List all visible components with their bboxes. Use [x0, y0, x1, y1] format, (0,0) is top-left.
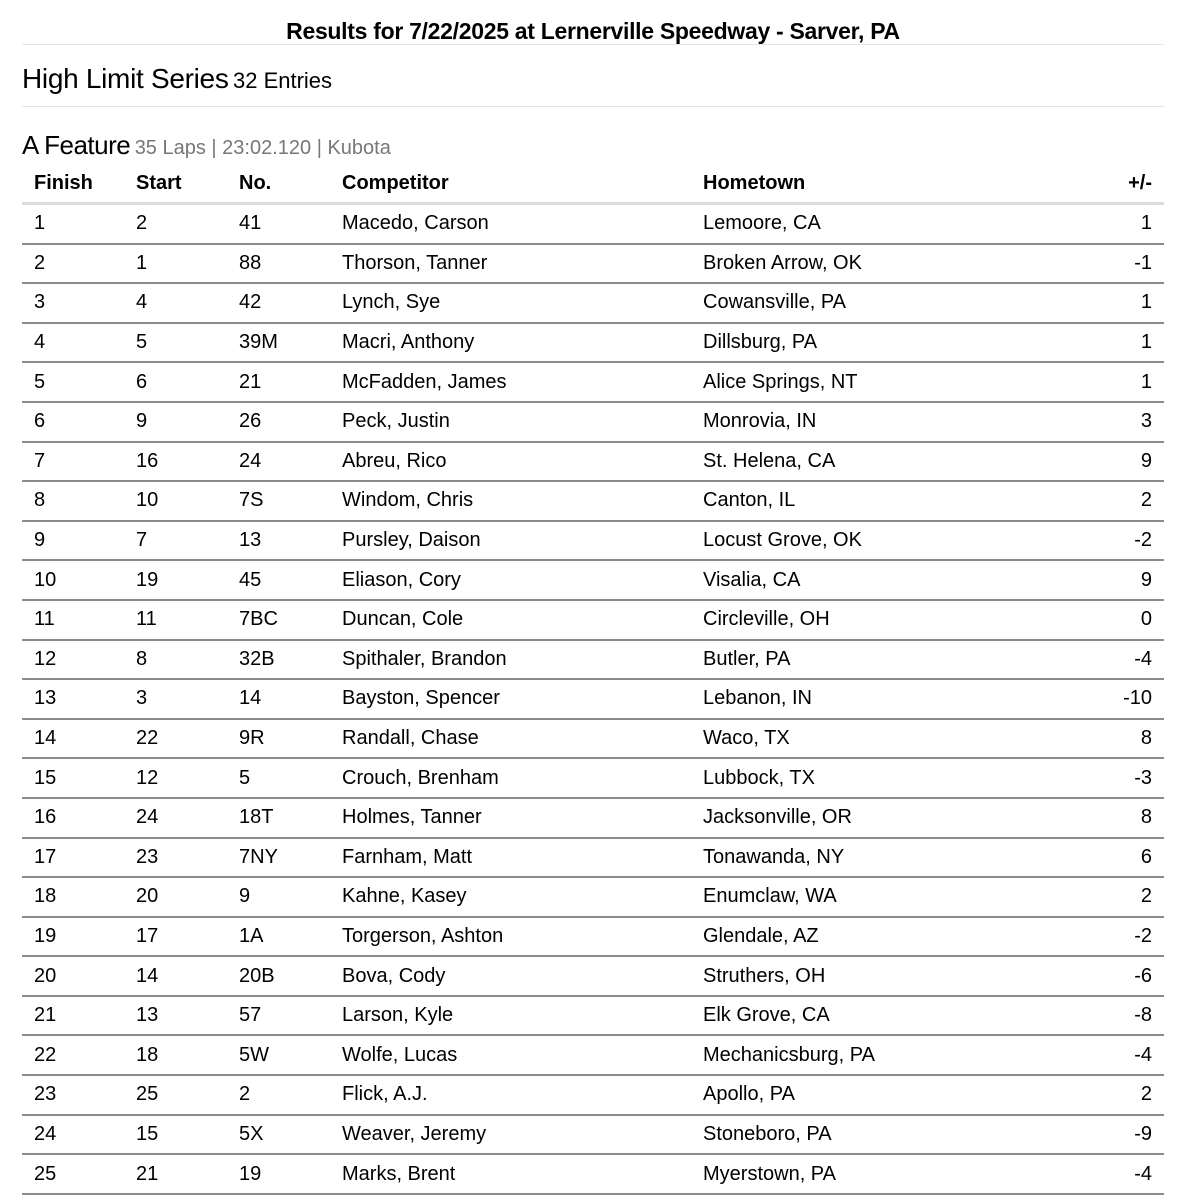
- feature-heading: [22, 127, 391, 168]
- position-change-cell: -9: [1073, 1115, 1164, 1155]
- finish-cell: 4: [22, 323, 124, 363]
- hometown-cell: Circleville, OH: [691, 600, 1073, 640]
- car-number-cell: 19: [227, 1154, 330, 1194]
- results-table: [22, 164, 1164, 1195]
- position-change-cell: 1: [1073, 323, 1164, 363]
- feature-name: A Feature: [22, 130, 131, 160]
- car-number-cell: 1A: [227, 917, 330, 957]
- series-entries: 32 Entries: [232, 68, 333, 93]
- position-change-cell: -4: [1073, 640, 1164, 680]
- table-row: [22, 442, 1164, 482]
- car-number-cell: 5W: [227, 1035, 330, 1075]
- competitor-cell: Eliason, Cory: [330, 560, 691, 600]
- position-change-cell: 1: [1073, 362, 1164, 402]
- start-cell: 24: [124, 798, 227, 838]
- column-header-competitor: Competitor: [330, 164, 691, 204]
- table-row: [22, 1115, 1164, 1155]
- table-row: [22, 283, 1164, 323]
- start-cell: 14: [124, 956, 227, 996]
- competitor-cell: Randall, Chase: [330, 719, 691, 759]
- car-number-cell: 7NY: [227, 838, 330, 878]
- finish-cell: 15: [22, 758, 124, 798]
- start-cell: 15: [124, 1115, 227, 1155]
- position-change-cell: -3: [1073, 758, 1164, 798]
- position-change-cell: 9: [1073, 560, 1164, 600]
- car-number-cell: 14: [227, 679, 330, 719]
- car-number-cell: 26: [227, 402, 330, 442]
- position-change-cell: 8: [1073, 719, 1164, 759]
- competitor-cell: Holmes, Tanner: [330, 798, 691, 838]
- title-divider: [22, 44, 1164, 45]
- car-number-cell: 5: [227, 758, 330, 798]
- finish-cell: 12: [22, 640, 124, 680]
- competitor-cell: Abreu, Rico: [330, 442, 691, 482]
- car-number-cell: 2: [227, 1075, 330, 1115]
- hometown-cell: Lemoore, CA: [691, 204, 1073, 244]
- start-cell: 11: [124, 600, 227, 640]
- competitor-cell: Windom, Chris: [330, 481, 691, 521]
- column-header-number: No.: [227, 164, 330, 204]
- table-row: [22, 679, 1164, 719]
- car-number-cell: 7S: [227, 481, 330, 521]
- finish-cell: 1: [22, 204, 124, 244]
- position-change-cell: 2: [1073, 481, 1164, 521]
- finish-cell: 20: [22, 956, 124, 996]
- finish-cell: 9: [22, 521, 124, 561]
- car-number-cell: 32B: [227, 640, 330, 680]
- finish-cell: 25: [22, 1154, 124, 1194]
- car-number-cell: 20B: [227, 956, 330, 996]
- table-row: [22, 758, 1164, 798]
- position-change-cell: -4: [1073, 1154, 1164, 1194]
- start-cell: 17: [124, 917, 227, 957]
- position-change-cell: 8: [1073, 798, 1164, 838]
- start-cell: 21: [124, 1154, 227, 1194]
- competitor-cell: Macri, Anthony: [330, 323, 691, 363]
- table-row: [22, 204, 1164, 244]
- start-cell: 19: [124, 560, 227, 600]
- car-number-cell: 88: [227, 244, 330, 284]
- finish-cell: 18: [22, 877, 124, 917]
- finish-cell: 13: [22, 679, 124, 719]
- car-number-cell: 21: [227, 362, 330, 402]
- competitor-cell: Thorson, Tanner: [330, 244, 691, 284]
- table-row: [22, 640, 1164, 680]
- hometown-cell: Waco, TX: [691, 719, 1073, 759]
- table-row: [22, 521, 1164, 561]
- start-cell: 10: [124, 481, 227, 521]
- table-row: [22, 1154, 1164, 1194]
- competitor-cell: Farnham, Matt: [330, 838, 691, 878]
- competitor-cell: Duncan, Cole: [330, 600, 691, 640]
- position-change-cell: 3: [1073, 402, 1164, 442]
- hometown-cell: Butler, PA: [691, 640, 1073, 680]
- table-row: [22, 560, 1164, 600]
- finish-cell: 6: [22, 402, 124, 442]
- hometown-cell: St. Helena, CA: [691, 442, 1073, 482]
- series-divider: [22, 106, 1164, 107]
- position-change-cell: -6: [1073, 956, 1164, 996]
- table-row: [22, 838, 1164, 878]
- start-cell: 3: [124, 679, 227, 719]
- competitor-cell: McFadden, James: [330, 362, 691, 402]
- finish-cell: 5: [22, 362, 124, 402]
- hometown-cell: Broken Arrow, OK: [691, 244, 1073, 284]
- competitor-cell: Marks, Brent: [330, 1154, 691, 1194]
- start-cell: 16: [124, 442, 227, 482]
- competitor-cell: Peck, Justin: [330, 402, 691, 442]
- finish-cell: 24: [22, 1115, 124, 1155]
- car-number-cell: 9R: [227, 719, 330, 759]
- start-cell: 18: [124, 1035, 227, 1075]
- position-change-cell: 6: [1073, 838, 1164, 878]
- competitor-cell: Pursley, Daison: [330, 521, 691, 561]
- finish-cell: 10: [22, 560, 124, 600]
- table-row: [22, 1035, 1164, 1075]
- car-number-cell: 9: [227, 877, 330, 917]
- car-number-cell: 13: [227, 521, 330, 561]
- competitor-cell: Flick, A.J.: [330, 1075, 691, 1115]
- table-row: [22, 362, 1164, 402]
- table-row: [22, 323, 1164, 363]
- finish-cell: 3: [22, 283, 124, 323]
- column-header-hometown: Hometown: [691, 164, 1073, 204]
- results-body: [22, 204, 1164, 1194]
- start-cell: 7: [124, 521, 227, 561]
- competitor-cell: Wolfe, Lucas: [330, 1035, 691, 1075]
- car-number-cell: 18T: [227, 798, 330, 838]
- hometown-cell: Visalia, CA: [691, 560, 1073, 600]
- competitor-cell: Torgerson, Ashton: [330, 917, 691, 957]
- position-change-cell: -2: [1073, 521, 1164, 561]
- start-cell: 6: [124, 362, 227, 402]
- competitor-cell: Crouch, Brenham: [330, 758, 691, 798]
- competitor-cell: Larson, Kyle: [330, 996, 691, 1036]
- car-number-cell: 24: [227, 442, 330, 482]
- start-cell: 22: [124, 719, 227, 759]
- competitor-cell: Bayston, Spencer: [330, 679, 691, 719]
- hometown-cell: Lebanon, IN: [691, 679, 1073, 719]
- column-header-diff: +/-: [1073, 164, 1164, 204]
- hometown-cell: Dillsburg, PA: [691, 323, 1073, 363]
- hometown-cell: Elk Grove, CA: [691, 996, 1073, 1036]
- hometown-cell: Cowansville, PA: [691, 283, 1073, 323]
- competitor-cell: Lynch, Sye: [330, 283, 691, 323]
- car-number-cell: 5X: [227, 1115, 330, 1155]
- competitor-cell: Kahne, Kasey: [330, 877, 691, 917]
- car-number-cell: 45: [227, 560, 330, 600]
- finish-cell: 16: [22, 798, 124, 838]
- column-header-finish: Finish: [22, 164, 124, 204]
- car-number-cell: 42: [227, 283, 330, 323]
- hometown-cell: Tonawanda, NY: [691, 838, 1073, 878]
- table-row: [22, 1075, 1164, 1115]
- table-row: [22, 719, 1164, 759]
- series-heading: [22, 60, 332, 103]
- hometown-cell: Canton, IL: [691, 481, 1073, 521]
- position-change-cell: -4: [1073, 1035, 1164, 1075]
- feature-details: 35 Laps | 23:02.120 | Kubota: [134, 137, 391, 159]
- table-row: [22, 877, 1164, 917]
- start-cell: 8: [124, 640, 227, 680]
- hometown-cell: Lubbock, TX: [691, 758, 1073, 798]
- table-row: [22, 996, 1164, 1036]
- position-change-cell: -10: [1073, 679, 1164, 719]
- finish-cell: 23: [22, 1075, 124, 1115]
- start-cell: 25: [124, 1075, 227, 1115]
- finish-cell: 8: [22, 481, 124, 521]
- car-number-cell: 39M: [227, 323, 330, 363]
- table-row: [22, 917, 1164, 957]
- position-change-cell: -1: [1073, 244, 1164, 284]
- page-title: Results for 7/22/2025 at Lernerville Speedway - Sarver, PA: [286, 18, 900, 44]
- finish-cell: 17: [22, 838, 124, 878]
- table-header-row: [22, 164, 1164, 204]
- start-cell: 23: [124, 838, 227, 878]
- table-row: [22, 402, 1164, 442]
- start-cell: 13: [124, 996, 227, 1036]
- competitor-cell: Bova, Cody: [330, 956, 691, 996]
- hometown-cell: Mechanicsburg, PA: [691, 1035, 1073, 1075]
- finish-cell: 2: [22, 244, 124, 284]
- position-change-cell: 1: [1073, 283, 1164, 323]
- position-change-cell: 9: [1073, 442, 1164, 482]
- table-row: [22, 244, 1164, 284]
- finish-cell: 14: [22, 719, 124, 759]
- competitor-cell: Macedo, Carson: [330, 204, 691, 244]
- start-cell: 20: [124, 877, 227, 917]
- hometown-cell: Myerstown, PA: [691, 1154, 1073, 1194]
- position-change-cell: -2: [1073, 917, 1164, 957]
- table-row: [22, 798, 1164, 838]
- table-row: [22, 600, 1164, 640]
- car-number-cell: 7BC: [227, 600, 330, 640]
- position-change-cell: 0: [1073, 600, 1164, 640]
- series-name: High Limit Series: [22, 63, 229, 94]
- hometown-cell: Locust Grove, OK: [691, 521, 1073, 561]
- hometown-cell: Stoneboro, PA: [691, 1115, 1073, 1155]
- position-change-cell: -8: [1073, 996, 1164, 1036]
- start-cell: 5: [124, 323, 227, 363]
- hometown-cell: Jacksonville, OR: [691, 798, 1073, 838]
- position-change-cell: 2: [1073, 877, 1164, 917]
- finish-cell: 7: [22, 442, 124, 482]
- start-cell: 12: [124, 758, 227, 798]
- start-cell: 4: [124, 283, 227, 323]
- hometown-cell: Glendale, AZ: [691, 917, 1073, 957]
- car-number-cell: 57: [227, 996, 330, 1036]
- table-row: [22, 956, 1164, 996]
- start-cell: 2: [124, 204, 227, 244]
- position-change-cell: 2: [1073, 1075, 1164, 1115]
- finish-cell: 22: [22, 1035, 124, 1075]
- hometown-cell: Enumclaw, WA: [691, 877, 1073, 917]
- position-change-cell: 1: [1073, 204, 1164, 244]
- column-header-start: Start: [124, 164, 227, 204]
- hometown-cell: Struthers, OH: [691, 956, 1073, 996]
- start-cell: 9: [124, 402, 227, 442]
- competitor-cell: Weaver, Jeremy: [330, 1115, 691, 1155]
- finish-cell: 21: [22, 996, 124, 1036]
- hometown-cell: Monrovia, IN: [691, 402, 1073, 442]
- hometown-cell: Apollo, PA: [691, 1075, 1073, 1115]
- car-number-cell: 41: [227, 204, 330, 244]
- competitor-cell: Spithaler, Brandon: [330, 640, 691, 680]
- start-cell: 1: [124, 244, 227, 284]
- finish-cell: 11: [22, 600, 124, 640]
- finish-cell: 19: [22, 917, 124, 957]
- hometown-cell: Alice Springs, NT: [691, 362, 1073, 402]
- table-row: [22, 481, 1164, 521]
